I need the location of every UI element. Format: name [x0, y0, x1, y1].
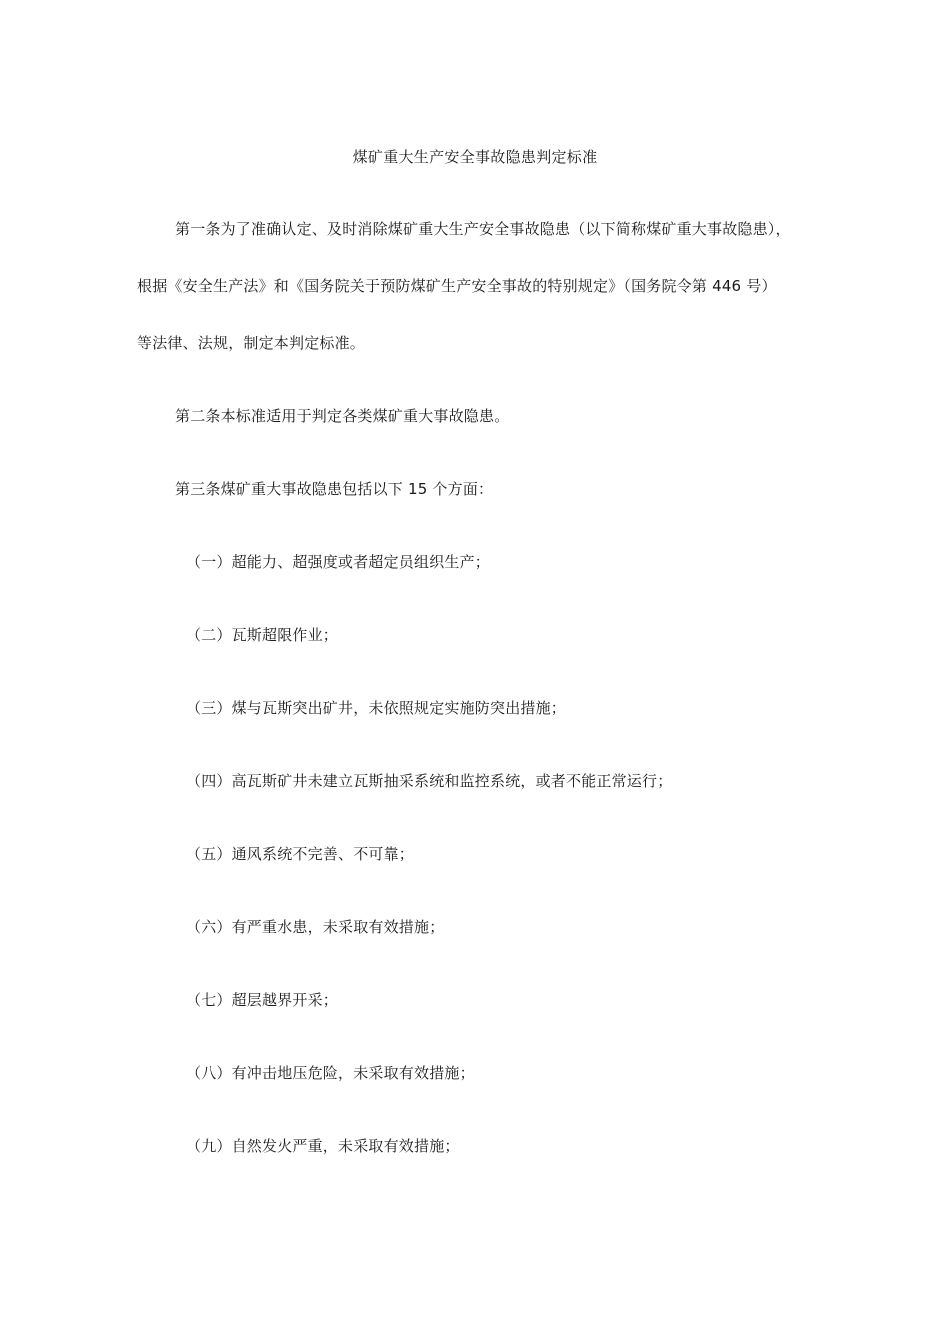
list-item: （二）瓦斯超限作业； — [186, 626, 339, 644]
list-item: （一）超能力、超强度或者超定员组织生产； — [186, 553, 491, 571]
list-item: （四）高瓦斯矿井未建立瓦斯抽采系统和监控系统，或者不能正常运行； — [186, 772, 673, 790]
list-item: （五）通风系统不完善、不可靠； — [186, 845, 415, 863]
list-item: （三）煤与瓦斯突出矿井，未依照规定实施防突出措施； — [186, 699, 567, 717]
list-item: （七）超层越界开采； — [186, 991, 339, 1009]
article-1-line-2: 根据《安全生产法》和《国务院关于预防煤矿生产安全事故的特别规定》（国务院令第 446 号） — [137, 277, 777, 295]
article-2: 第二条本标准适用于判定各类煤矿重大事故隐患。 — [175, 407, 510, 425]
article-1-line-1: 第一条为了准确认定、及时消除煤矿重大生产安全事故隐患（以下简称煤矿重大事故隐患）， — [175, 220, 791, 238]
document-title: 煤矿重大生产安全事故隐患判定标准 — [352, 148, 598, 166]
article-3: 第三条煤矿重大事故隐患包括以下 15 个方面： — [175, 480, 494, 498]
list-item: （八）有冲击地压危险，未采取有效措施； — [186, 1064, 475, 1082]
article-1-line-3: 等法律、法规，制定本判定标准。 — [137, 334, 366, 352]
list-item: （九）自然发火严重，未采取有效措施； — [186, 1137, 460, 1155]
list-item: （六）有严重水患，未采取有效措施； — [186, 918, 445, 936]
